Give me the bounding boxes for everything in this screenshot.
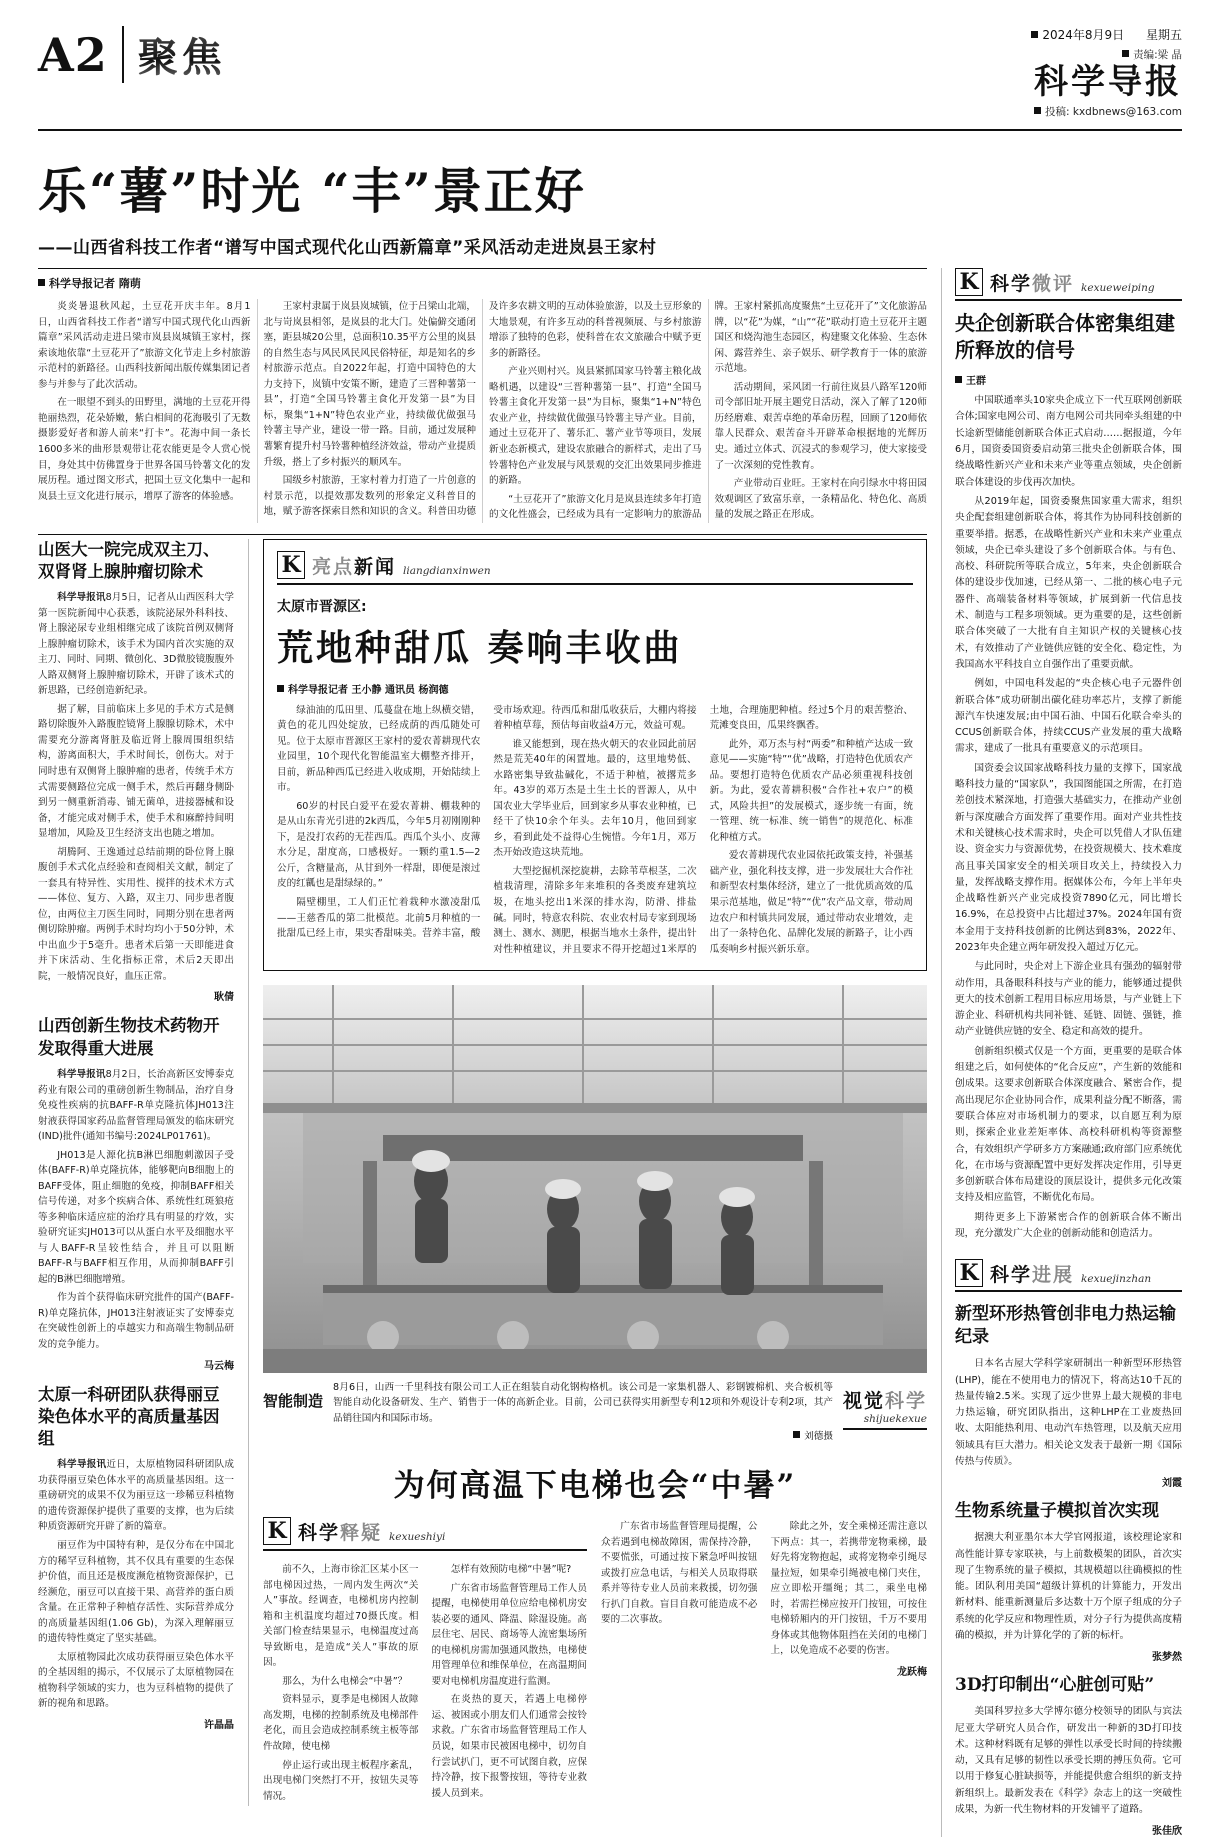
lead-para: 产业兴则村兴。岚县紧抓国家马铃薯主粮化战略机遇，以建设“三晋种薯第一县”、打造“全国马铃薯主食化开发第一县”为目标，聚集“1+N”特色农业产业，持续做优做强马铃薯主导产业。目前，通过土豆花开了、薯乐汇、薯产业节等项目，发展新业态新模式，建设农旅融合的新样式，走出了马铃薯特色产业发展与风景观的交汇出效果同步推进的新路。	[489, 366, 702, 487]
photo-credit	[333, 1428, 833, 1442]
photo-tag: 智能制造	[263, 1392, 324, 1411]
kexueshiyi-label	[298, 1518, 382, 1545]
elevator-para: 除此之外，安全乘梯还需注意以下两点：其一，若携带宠物乘梯，最好先将宠物抱起，或将宠物牵引绳尽量拉短，如果牵引绳被电梯门夹住，应立即松开缰绳；其二，乘坐电梯时，若需拦梯应按开门按钮，可按住电梯轿厢内的开门按钮，千万不要用身体或其他物体阻挡在关闭的电梯门上，以免造成不必要的伤害。	[770, 1521, 927, 1657]
photo-credit-text: 刘德摄	[804, 1431, 833, 1443]
mail-line	[1013, 104, 1182, 121]
right-sign-2: 刘霞	[1162, 1478, 1182, 1490]
dateline-1: 科学导报讯	[57, 592, 106, 604]
lead-para: 王家村隶属于岚县岚城镇，位于吕梁山北端，北与岢岚县相邻，是岚县的北大门。处偏僻交通闭塞，距县城20公里，总面积10.35平方公里的岚县的自然生态与风民风民风民俗特征，却是知名的乡村旅游示范点。自2022年起，打造中国特色的大力支持下，岚镇中安策不断，建造了三晋种薯第一县”，打造“全国马铃薯主食化开发第一县”为目标，聚集“1+N”特色农业产业，持续做优做强马铃薯主导产业，建设一带一路。目前，通过发展种薯繁育提升村马铃薯种植经济效益，带动产业提质升级，搭上了乡村振兴的顺风车。	[263, 301, 476, 468]
right-column	[941, 268, 1182, 1837]
elevator-para: 资料显示，夏季是电梯困人故障高发期，电梯的控制系统及电梯部件老化，而且会造成控制系统主板等部件故障，使电梯	[263, 1694, 419, 1752]
visual-badge-cn1: 视觉	[842, 1390, 885, 1413]
right-article-title-3: 生物系统量子模拟首次实现	[955, 1501, 1159, 1522]
feature-para: 绿油油的瓜田里、瓜蔓盘在地上纵横交错，黄色的花儿四处绽放，已经成荫的西瓜随处可见。位于太原市晋源区王家村的爱农菁耕现代农业园里，10个现代化智能温室大棚整齐排开，目前，新品种西瓜已经进入收成期，开始陆续上市。	[277, 704, 481, 794]
section-box	[122, 26, 226, 83]
right-para: 期待更多上下游紧密合作的创新联合体不断出现，充分激发广大企业的创新动能和创造活力。	[955, 1211, 1182, 1240]
masthead-left	[38, 26, 226, 83]
lead-para: 活动期间，采风团一行前往岚县八路军120师司令部旧址开展主题党日活动，深入了解了120师历经磨难、艰苦卓绝的革命历程，回顾了120师依靠人民群众、艰苦奋斗开辟革命根据地的光辉历史。通过立体式、沉浸式的参观学习，使大家接受了一次深刻的党性教育。	[714, 381, 927, 471]
feature-kicker: 太原市晋源区:	[277, 598, 367, 615]
kexueweiping-cn2: 微评	[1032, 273, 1075, 296]
dateline-2: 科学导报讯	[57, 1068, 106, 1080]
article-para-text: 近日，太原植物园科研团队成功获得丽豆染色体水平的高质量基因组。这一重磅研究的成果不仅为丽豆这一珍稀豆科植物的遗传资源保护提供了重要的支撑，也为后续种质资源研究开辟了新的篇章。	[38, 1459, 235, 1533]
elevator-para: 在炎热的夏天，若遇上电梯停运、被困或小朋友们人们通常会按铃求救。广东省市场监督管理局工作人员说，如果市民被困电梯中，切勿自行尝试扒门，更不可试图自救，应保持冷静，按下报警按钮，等待专业救援人员到来。	[431, 1694, 587, 1799]
kexueweiping-label	[990, 269, 1074, 296]
right-para: 中国联通率头10家央企成立下一代互联网创新联合体;国家电网公司、南方电网公司共同牵头组建的中长途新型储能创新联合体正式启动……据报道，今年6月，国资委国资委启动第三批央企创新联合体，围绕战略性新兴产业和未来产业等重点领域，央企创新联合体建设的步伐再次加快。	[955, 395, 1182, 488]
feature-para: 爱农菁耕现代农业园依托政策支持，补强基础产业，强化科技支撑，进一步发展壮大合作社和新型农村集体经济，建立了一批优质高效的瓜果示范基地，做足“特”“优”农产品文章，带动周边农户和村镇共同发展，通过带动农业增效，走出了一条特色化、品牌化发展的新路子，让小西瓜奏响乡村振兴新乐章。	[709, 850, 913, 955]
right-sign-4: 张佳欣	[1152, 1826, 1182, 1837]
feature-para: 60岁的村民白爱平在爱农菁耕、棚栽种的是从山东青光引进的2k西瓜，今年5月初刚刚种下，是没打农药的无茬西瓜。西瓜个头小、皮薄水分足，甜度高，口感极好。一颗约重1.5—2公斤，含糖量高，从甘到外一样甜，即便是滚过皮的红瓤也是甜绿绿的。”	[277, 800, 481, 890]
article-para	[38, 590, 234, 699]
square-bullet-icon-4	[38, 279, 45, 286]
kexueweiping-badge	[955, 268, 1182, 301]
article-title-3: 太原一科研团队获得丽豆染色体水平的高质量基因组	[38, 1384, 220, 1449]
lead-byline-text: 科学导报记者 隋萌	[49, 277, 141, 291]
paper-title: 科学导报	[1034, 62, 1182, 103]
elevator-body-left	[263, 1562, 587, 1805]
feature-badge-pinyin: liangdianxinwen	[403, 564, 491, 577]
elevator-sign: 龙跃梅	[897, 1666, 927, 1678]
kexuejinzhan-cn2: 进展	[1032, 1264, 1075, 1287]
k-logo-icon-2: K	[263, 1517, 291, 1545]
article-body-2	[38, 1067, 234, 1353]
article-para-text: 8月2日，长治高新区安博泰克药业有限公司的重磅创新生物制品，治疗自身免疫性疾病的抗BAFF-R单克隆抗体JH013注射液获得国家药品监督管理局颁发的临床研究(IND)批件(通知书编号:2024LP01761)。	[38, 1068, 234, 1143]
mail-text: 投稿: kxdbnews@163.com	[1045, 106, 1182, 119]
feature-para: 谁又能想到，现在热火朝天的农业园此前居然是荒芜40年的闲置地。最的，这里地势低、水路密集导致盐碱化，不适于种植，被撂荒多年。43岁的邓万杰是土生土长的晋源人，从中国农业大学毕业后，回到家乡从事农业种植，已经干了快10余个年头。去年10月，他回到家乡，看到此处不益得心生惋惜。今年1月，邓万杰开始改造这块荒地。	[493, 738, 697, 859]
elevator-para: 广东省市场监督管理局工作人员提醒，电梯使用单位应给电梯机房安装必要的通风、降温、除湿设施。高层住宅、居民、商场等人流密集场所的电梯机房需加强通风散热，电梯使用管理单位和维保单位，在高温期间要对电梯机房温度进行监测。	[431, 1582, 587, 1687]
article-title-1: 山医大一院完成双主刀、双肾肾上腺肿瘤切除术	[38, 539, 220, 581]
article-body-1	[38, 590, 234, 984]
issue-date-row	[1013, 26, 1182, 45]
kexueshiyi-pinyin: kexueshiyi	[389, 1531, 446, 1544]
elevator-para: 广东省市场监督管理局提醒，公众若遇到电梯故障困，需保持冷静，不要慌张，可通过按下紧急呼叫按钮或拨打应急电话，与相关人员取得联系并等待专业人员前来救援，切勿强行扒门自救。盲目自救可能造成不必要的二次事故。	[601, 1521, 758, 1626]
feature-byline	[277, 681, 913, 696]
right-byline-text-1: 王群	[966, 376, 986, 388]
right-para: 创新组织模式仅是一个方面，更重要的是联合体组建之后，如何使体的“化合反应”，产生新的效能和创成果。这要求创新联合体深度融合、紧密合作，提高出现尼尔企业协同合作，成果利益分配不断落，需要联合体应对市场机制力的要求，以自愿互利为原则，探索企业业差矩率体、高校科研机构等资源整合，有效组织产学研多方方案融通;政府部门应系统优化，在市场与资源配置中更好发挥决定作用，引导更多创新联合体布局建设的顶层设计，提供多元化改策支持及相应监管，不断优化布局。	[955, 1045, 1182, 1204]
elevator-para: 前不久，上海市徐汇区某小区一部电梯因过热，一周内发生两次“关人”事故。经调查，电梯机房内控制箱和主机温度均超过70摄氏度。相关部门检查结果显示，电梯温度过高导致断电，是造成“关人”事故的原因。	[263, 1564, 419, 1669]
kexueshiyi-badge	[263, 1517, 587, 1551]
visual-badge-pinyin: shijuekexue	[863, 1413, 927, 1426]
article-sign-1: 耿倩	[214, 992, 234, 1004]
article-title-2: 山西创新生物技术药物开发取得重大进展	[38, 1016, 220, 1058]
kexuejinzhan-pinyin: kexuejinzhan	[1081, 1273, 1152, 1286]
kexuejinzhan-label	[990, 1260, 1074, 1287]
square-bullet-icon-7	[955, 376, 962, 383]
square-bullet-icon-3	[1034, 107, 1041, 114]
editor-text: 责编:梁 晶	[1133, 48, 1182, 61]
article-para: JH013是人源化抗B淋巴细胞刺激因子受体(BAFF-R)单克隆抗体，能够靶向B细胞上的BAFF受体，阻止细胞的免疫，抑制BAFF相关信号传递，对多个疾病合体、系统性红斑狼疮等多种临床适应症的治疗具有明显的疗效，实验研究证实JH013可以从蛋白水平及细胞水平与人BAFF-R呈较性结合，并且可以阻断BAFF-R与BAFF相互作用，从而抑制BAFF引起的B淋巴细胞增殖。	[38, 1149, 234, 1285]
right-body-4	[955, 1704, 1182, 1818]
article-para: 胡腾阿、王逸通过总结前期的卧位肾上腺腹创手术式化点经验和查阅相关文献，制定了一套具有特异性、实用性、搅拌的技术术方式——体位、复方、入路，双主刀、同步患者腹位，由两位主刀医生同时，同期分别在患者两侧切除肿瘤。两例手术时均均小于50分钟，术中出血少于5毫升。患者术后第一天即能进食并下床活动、生化指标正常，术后2天即出院，一般情况良好，血压正常。	[38, 846, 234, 982]
right-para: 从2019年起，国资委聚焦国家重大需求，组织央企配套组建创新联合体，将其作为协同科技创新的重要举措。据悉，在战略性新兴产业和未来产业重点领域，央企已牵头建设了多个创新联合体。与有色、高校、科研院所等联合成立，5年来，央企创新联合体的建设步伐加速，已经从第一、二批的核心电子元器件、高端装备材料等领域，扩展到新一代信息技术、制造与工程多项领域。更为重要的是，这些创新联合体突破了一大批有自主知识产权的关键核心技术，有效推动了产业链供应链的安全化、稳定性，为我国高水平科技自立自强作出了重要贡献。	[955, 495, 1182, 670]
lead-para: 在一眼望不到头的田野里，满地的土豆花开得艳丽热烈，花朵娇嫩，紫白相间的花海吸引了无数摄影爱好者和游人前来“打卡”。花海中间一条长1600多米的曲形景观带让花农能更是令人赏心悦目，身处其中仿佛置身于世界各国马铃薯文化的发展历程。通过图文形式，把国土豆文化集中一起和岚县土豆文化进行展示，增厚了游客的体验感。	[38, 397, 251, 502]
lead-byline	[38, 268, 927, 291]
right-article-title-2: 新型环形热管创非电力热运输纪录	[955, 1304, 1176, 1348]
square-bullet-icon-5	[277, 685, 284, 692]
lead-para: 产业带动百业旺。王家村在向引绿水中将田园效观调区了致富乐章，一条精品化、特色化、高质量的发展之路正在形成。	[714, 478, 927, 521]
divider	[38, 534, 927, 535]
article-para: 丽豆作为中国特有种，是仅分布在中国北方的稀罕豆科植物，其不仅具有重要的生态保护价值，而且还是极度濒危植物资源保护，已经濒危，丽豆可以直接干果、高营养的蛋白质含量。在正常种子种植存活性、实际营养成分的高质量基因组(1.06 Gb)，为深入理解丽豆的遗传特性奠定了坚实基础。	[38, 1539, 234, 1645]
factory-photo	[263, 985, 927, 1373]
square-bullet-icon-2	[1122, 50, 1129, 57]
right-article-title-4: 3D打印制出“心脏创可贴”	[955, 1675, 1155, 1696]
article-para	[38, 1457, 234, 1535]
elevator-body-right	[601, 1519, 927, 1659]
page-headline: 乐“薯”时光 “丰”景正好	[38, 162, 586, 221]
article-para: 作为首个获得临床研究批件的国产(BAFF-R)单克隆抗体，JH013注射液证实了安博泰克在突破性创新上的卓越实力和高端生物制品研发的竞争能力。	[38, 1292, 234, 1350]
page-number: A2	[38, 27, 108, 82]
right-para: 例如，中国电科发起的“央企核心电子元器件创新联合体”成功研制出碳化硅功率芯片，支撑了新能源汽车快速发展;由中国石油、中国石化联合牵头的CCUS创新联合体，持续CCUS产业发展的重大战略需求，建成了一批具有重要意义的示范项目。	[955, 678, 1182, 755]
photo-caption-row	[263, 1380, 927, 1442]
right-para: 与此同时，央企对上下游企业具有强劲的辐射带动作用，具备眼科科技与产业的能力，能够通过提供更大的技术创新工程用目标应用场景，与产业链上下游企业、科研机构共同补链、延链、固链、强链，推动产业链供应链的安全、稳定和高效的提升。	[955, 961, 1182, 1038]
feature-badge-cn2: 新闻	[354, 555, 397, 578]
section-name: 聚焦	[138, 26, 226, 83]
right-para: 日本名古屋大学科学家研制出一种新型环形热管(LHP)，能在不使用电力的情况下，将高达10千瓦的热量传输2.5米。实现了远少世界上最大规模的非电力热运输，研究团队指出，这种LHP在工业废热回收、太阳能热利用、电动汽车热管理，以及航天应用领域具有巨大潜力。相关论文发表于最新一期《国际传热与传质》。	[955, 1358, 1182, 1467]
page-subheadline: ——山西省科技工作者“谱写中国式现代化山西新篇章”采风活动走进岚县王家村	[38, 238, 657, 259]
photo-caption: 8月6日，山西一千里科技有限公司工人正在组装自动化钢构格机。该公司是一家集机器人、彩钢镀棉机、夹合板机等智能自动化设备研发、生产、销售于一体的高新企业。目前，公司已获得实用新型专利12项和外观设计专利2项，其产品销往国内和国际市场。	[333, 1382, 833, 1424]
elevator-article-title: 为何高温下电梯也会“中暑”	[393, 1468, 797, 1505]
kexueshiyi-cn2: 释疑	[340, 1522, 383, 1545]
feature-badge-label	[312, 552, 396, 579]
feature-byline-text: 科学导报记者 王小静 通讯员 杨润德	[288, 684, 449, 696]
elevator-para: 停止运行或出现主板程序紊乱，出现电梯门突然打不开，按钮失灵等情况。	[263, 1759, 419, 1802]
right-sign-3: 张梦然	[1152, 1652, 1182, 1664]
visual-badge-label	[843, 1386, 927, 1413]
article-para	[38, 1067, 234, 1145]
right-article-title-1: 央企创新联合体密集组建所释放的信号	[955, 311, 1175, 363]
article-para: 据了解，目前临床上多见的手术方式是侧路切除腹外入路腹腔镜肾上腺腺切除术，术中需要充分游离肾脏及临近肾上腺周围组织结构，游离面积大，手术时间长，创伤大。对于同时患有双侧肾上腺肿瘤的患者，传统手术方式需要侧路位完成一侧手术，然后再翻身侧卧到另一侧重新消毒、铺无菌单，进接器械和设备，才能完成对侧手术，使手术和麻醉持间明显增加，风险及卫生经济支出也随之增加。	[38, 703, 234, 840]
lead-para: 国级乡村旅游，王家村着力打造了一片创意的村景示范，以提效那发数列的形象定义科普目的地，赋予游客探索目然和知识的含义。科普田功德及许多农耕文明的互动体验旅游，以及土豆形象的大地景观，有许多互动的科普视频展、与乡村旅游增添了独特的色彩，使科普在农文旅融合中赋予更多的新路径。	[263, 301, 702, 518]
visual-badge-cn2: 科学	[884, 1390, 927, 1413]
feature-body	[277, 703, 913, 958]
kexueweiping-cn1: 科学	[990, 273, 1033, 296]
lead-para: “土豆花开了”旅游文化月是岚县连续多年打造的文化性盛会，已经成为具有一定影响力的旅游品牌。王家村紧抓高度聚焦“土豆花开了”文化旅游品牌，以“花”为媒，“山”“花”联动打造土豆花开主题国区和烧沟池生态园区，构建聚文化体验、生态休闲、露营养生、亲子娱乐、研学教育于一体的旅游示范地。	[489, 301, 927, 521]
visual-science-badge	[843, 1386, 927, 1430]
photo-block	[263, 985, 927, 1442]
square-bullet-icon-6	[793, 1431, 800, 1438]
right-para: 美国科罗拉多大学博尔德分校领导的团队与宾法尼亚大学研究人员合作，研发出一种新的3D打印技术。这种材料既有足够的弹性以承受长时间的持续搬动，又具有足够的韧性以承受长期的搏压负荷。它可以用于修复心脏缺损等，并能提供愈合组织的新支持新组织上。最新发表在《科学》杂志上的这一突破性成果，为新一代生物材料的开发铺平了道路。	[955, 1706, 1182, 1816]
middle-column	[263, 539, 927, 1806]
masthead-right	[1013, 26, 1182, 121]
kexueshiyi-cn1: 科学	[298, 1522, 341, 1545]
right-byline-1	[955, 372, 1182, 387]
right-body-3	[955, 1530, 1182, 1644]
kexuejinzhan-badge	[955, 1259, 1182, 1292]
feature-badge	[277, 551, 913, 585]
k-logo-icon-3: K	[955, 268, 983, 296]
elevator-para: 怎样有效预防电梯“中暑”呢?	[450, 1564, 572, 1576]
right-para: 国资委会议国家战略科技力量的支撑下，国家战略科技力量的“国家队”，我国图能国之所需，在打造差创技术紧深地，打造强大基础实力，在推动产业创新与深度融合方面发挥了重要作用。面对产业共性技术和关键核心技术需求时，央企可以凭借人才队伍建设、资金实力与资源优势，在投资规模大、技术难度高且事关国家安全的相关项目攻关上，持续投入力量，发挥战略支撑作用。据媒体公布，今年上半年央企战略性新兴产业完成投资7890亿元，同比增长16.9%，在总投资中占比超过37%。2024年国有资本金用于支持科技创新的比例达到83%，2022年、2023年央企建立两年研发投入超过万亿元。	[955, 762, 1182, 953]
article-sign-2: 马云梅	[204, 1360, 234, 1372]
feature-para: 此外，邓万杰与村“两委”和种植产达成一致意见——实施“特”“优”战略，打造特色优质农产品。要想打造特色优质农产品必须重视科技创新。为此，爱农菁耕积极“合作社+农户”的模式，风险共担”的发展模式，逐步统一有面，统一管理、统一标准、统一销售”的规范化、标准化种植方式。	[709, 738, 913, 843]
left-column	[38, 539, 234, 1806]
kexueweiping-pinyin: kexueweiping	[1081, 282, 1155, 295]
right-body-2	[955, 1356, 1182, 1470]
square-bullet-icon	[1031, 31, 1038, 38]
article-body-3	[38, 1457, 234, 1712]
feature-box	[263, 539, 927, 972]
k-logo-icon: K	[277, 551, 305, 579]
k-logo-icon-4: K	[955, 1259, 983, 1287]
feature-para: 隔壁棚里，工人们正忙着栽种水激凌甜瓜——王慈香瓜的第二批模范。北前5月种植的一批甜瓜已经上市，果实香甜味美。营养丰富，酸受市场欢迎。待西瓜和甜瓜收获后，大棚内将接着种植草莓，预估每亩收益4万元，效益可观。	[277, 704, 697, 940]
feature-para: 大型挖掘机深挖旋耕，去除苇草根茎，二次植栽清理，清除多年来堆积的各类废弃建筑垃圾，在地头挖出1米深的排水沟，防滑、排盐碱。同时，特意农科院、农业农村局专家到现场测土、测水、测肥，根据当地水土条件，提出针对性种植建议，并且要求不得开挖超过1米厚的土地，合理施肥种植。经过5个月的艰苦整治、荒滩变良田，瓜果终飘香。	[493, 704, 913, 955]
issue-weekday: 星期五	[1145, 28, 1182, 42]
right-para: 据澳大利亚墨尔本大学官网报道，该校理论家和高性能计算专家联袂，与上前数模架的团队，首次实现了生物系统的量子模拟，其规模超以往确模拟的性能。团队利用美国“超级计算机的计算能力，开发出新材料、能重新测量后多达数十万个原子组成的分子系统的化学反应和物理性质，对分子行为提供高度精确的模拟，并为计算化学的了新的标杆。	[955, 1532, 1182, 1641]
lead-article-body	[38, 299, 927, 522]
editor-line	[1013, 47, 1182, 64]
kexuejinzhan-cn1: 科学	[990, 1264, 1033, 1287]
article-para: 太原植物园此次成功获得丽豆染色体水平的全基因组的揭示，不仅展示了太原植物园在植物科学领域的实力，也为豆科植物的提供了新的视角和思路。	[38, 1651, 234, 1710]
feature-badge-cn1: 亮点	[312, 555, 355, 578]
vertical-rule	[248, 539, 249, 1806]
lead-para: 炎炎暑退秋风起，土豆花开庆丰年。8月1日，山西省科技工作者“谱写中国式现代化山西新篇章”采风活动走进吕梁市岚县岚城镇王家村，探索该地依靠“土豆花开了”旅游文化节走上乡村旅游示范村的新路径。山西科技新闻出版传媒集团记者参与并参与了此次活动。	[38, 301, 251, 390]
article-para-text: 8月5日，记者从山西医科大学第一医院新闻中心获悉，该院泌尿外科科技、肾上腺泌尿专业组相继完成了该院首例双侧肾上腺肿瘤切除术，该手术为国内首次实施的双主刀、同时、同期、微创化、3D微胶镜腹腹外人路双侧肾上腺肿瘤切除术，开辟了该术式的新思路，已经创造新纪录。	[38, 592, 234, 697]
dateline-3: 科学导报讯	[57, 1459, 107, 1471]
lower-body	[38, 539, 927, 1806]
feature-title: 荒地种甜瓜 奏响丰收曲	[277, 626, 683, 669]
article-sign-3: 许晶晶	[204, 1719, 234, 1731]
issue-date: 2024年8月9日	[1042, 28, 1125, 42]
right-body-1	[955, 393, 1182, 1242]
masthead	[38, 26, 1182, 131]
elevator-para: 那么，为什么电梯会“中暑”？	[282, 1675, 408, 1687]
